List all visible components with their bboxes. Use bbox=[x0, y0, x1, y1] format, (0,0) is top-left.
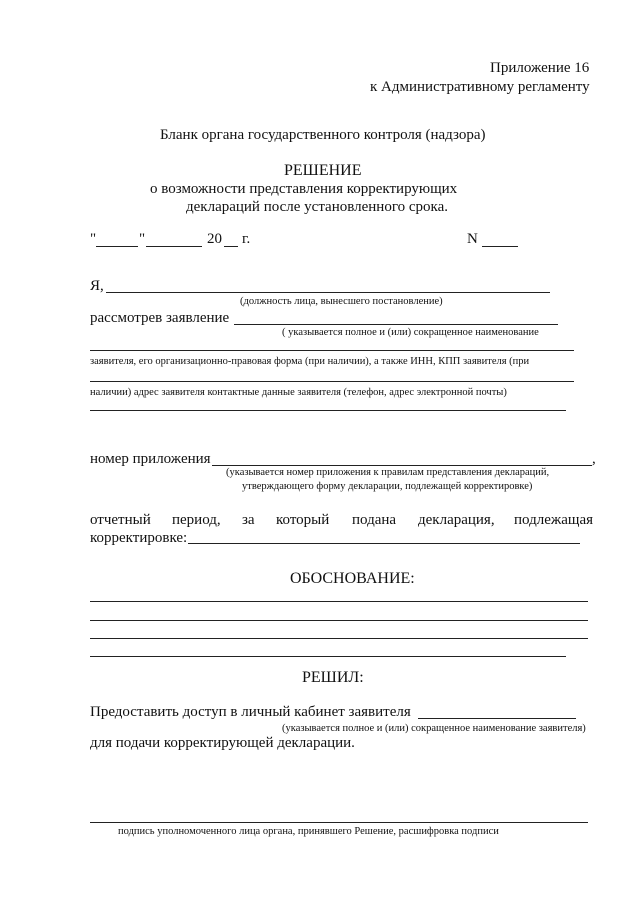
date-year-suffix: г. bbox=[242, 231, 251, 247]
applicant-line-1 bbox=[234, 324, 558, 325]
period-word-4: который bbox=[276, 512, 330, 528]
number-label: N bbox=[467, 231, 478, 247]
access-text: Предоставить доступ в личный кабинет заявителя bbox=[90, 704, 411, 720]
applicant-line-3 bbox=[90, 381, 574, 382]
purpose-text: для подачи корректирующей декларации. bbox=[90, 735, 355, 751]
appendix-number-hint-2: утверждающего форму декларации, подлежащей корректировке) bbox=[242, 481, 533, 492]
period-word-3: за bbox=[242, 512, 255, 528]
applicant-label: рассмотрев заявление bbox=[90, 310, 230, 326]
applicant-line-4 bbox=[90, 410, 566, 411]
official-line bbox=[106, 292, 550, 293]
date-year-line bbox=[224, 246, 238, 247]
resolved-title: РЕШИЛ: bbox=[302, 669, 364, 686]
official-hint: (должность лица, вынесшего постановление) bbox=[240, 296, 443, 307]
access-line bbox=[418, 718, 576, 719]
date-month-line bbox=[146, 246, 202, 247]
applicant-line-2 bbox=[90, 350, 574, 351]
period-word-1: отчетный bbox=[90, 512, 151, 528]
decision-subtitle-1: о возможности представления корректирующих bbox=[150, 181, 458, 197]
appendix-label: Приложение 16 bbox=[490, 60, 590, 76]
justification-line-2 bbox=[90, 620, 588, 621]
applicant-hint-3: наличии) адрес заявителя контактные данные заявителя (телефон, адрес электронной почты) bbox=[90, 387, 507, 398]
date-quote-open: " bbox=[90, 231, 97, 247]
period-label-2: корректировке: bbox=[90, 530, 188, 546]
justification-title: ОБОСНОВАНИЕ: bbox=[290, 570, 415, 587]
appendix-number-label: номер приложения bbox=[90, 451, 211, 467]
appendix-number-line bbox=[212, 465, 592, 466]
appendix-number-hint-1: (указывается номер приложения к правилам представления деклараций, bbox=[226, 467, 550, 478]
access-hint: (указывается полное и (или) сокращенное наименование заявителя) bbox=[282, 723, 586, 734]
period-word-6: декларация, bbox=[418, 512, 495, 528]
period-line bbox=[188, 543, 580, 544]
signature-line bbox=[90, 822, 588, 823]
decision-subtitle-2: деклараций после установленного срока. bbox=[186, 199, 448, 215]
period-word-5: подана bbox=[352, 512, 397, 528]
form-title: Бланк органа государственного контроля (надзора) bbox=[160, 127, 486, 143]
justification-line-3 bbox=[90, 638, 588, 639]
decision-title: РЕШЕНИЕ bbox=[284, 162, 362, 179]
date-day-line bbox=[96, 246, 138, 247]
date-quote-close: " bbox=[139, 231, 146, 247]
applicant-hint-2: заявителя, его организационно-правовая форма (при наличии), а также ИНН, КПП заявителя (при bbox=[90, 356, 530, 367]
period-word-7: подлежащая bbox=[514, 512, 593, 528]
regulation-label: к Административному регламенту bbox=[370, 79, 590, 95]
justification-line-4 bbox=[90, 656, 566, 657]
appendix-number-comma: , bbox=[592, 451, 596, 467]
applicant-hint-1: ( указывается полное и (или) сокращенное наименование bbox=[282, 327, 539, 338]
number-line bbox=[482, 246, 518, 247]
period-word-2: период, bbox=[172, 512, 221, 528]
signature-hint: подпись уполномоченного лица органа, принявшего Решение, расшифровка подписи bbox=[118, 826, 499, 837]
official-prefix: Я, bbox=[90, 278, 104, 294]
date-year-prefix: 20 bbox=[207, 231, 222, 247]
justification-line-1 bbox=[90, 601, 588, 602]
